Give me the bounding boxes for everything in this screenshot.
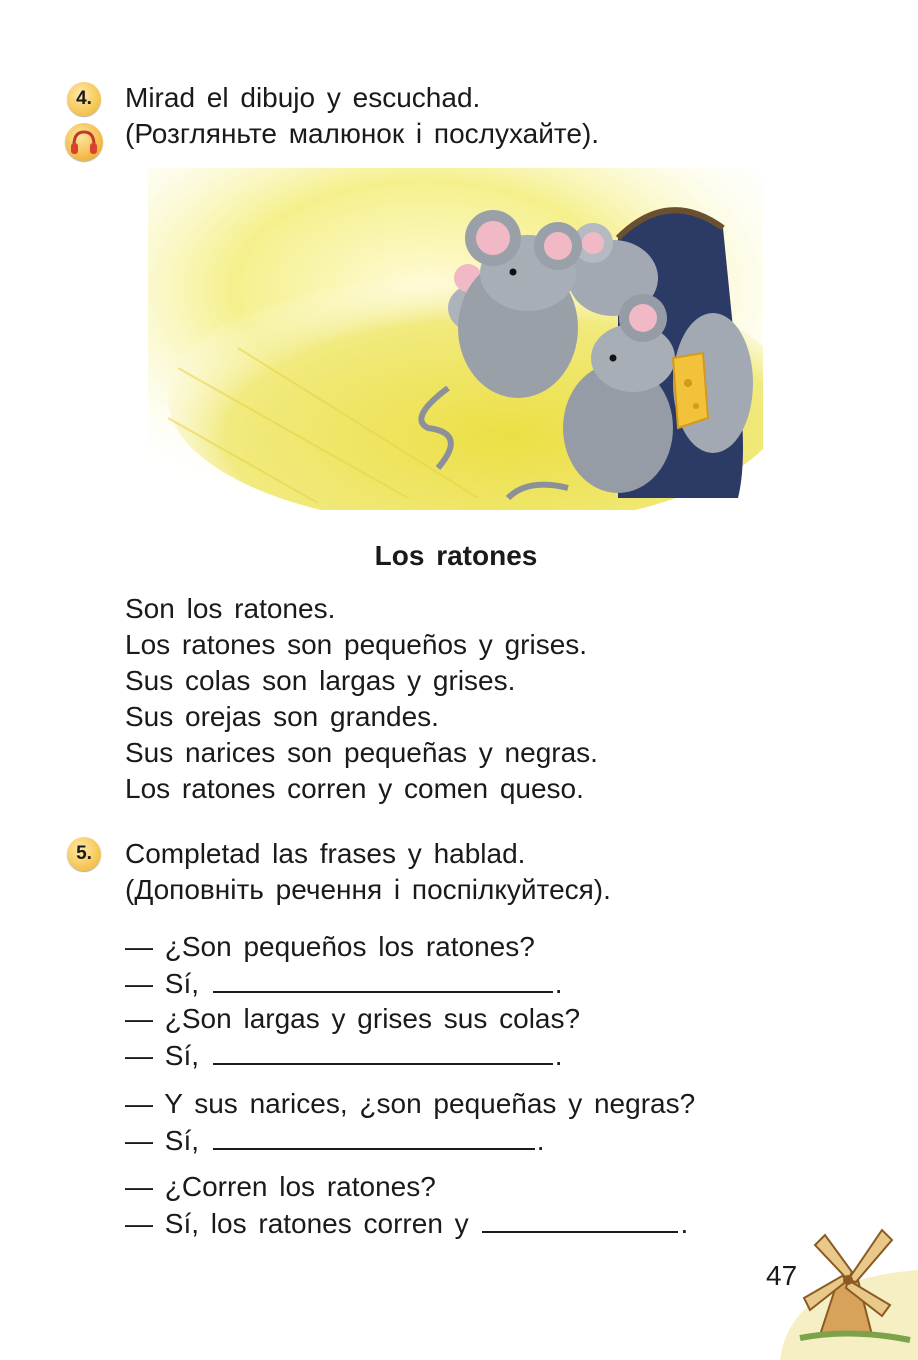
- answer-blank[interactable]: [213, 1037, 553, 1065]
- story-line: Son los ratones.: [125, 593, 336, 624]
- exercise-4-subtitle: (Розгляньте малюнок і послухайте).: [125, 118, 600, 149]
- dialogue-end: .: [554, 1040, 563, 1071]
- story-line: Sus orejas son grandes.: [125, 701, 439, 732]
- answer-blank[interactable]: [213, 965, 553, 993]
- story-line: Los ratones corren y comen queso.: [125, 773, 584, 804]
- dialogue-line: [125, 1001, 580, 1037]
- windmill-corner-decoration: [780, 1210, 918, 1360]
- dialogue-line: [125, 1169, 436, 1205]
- story-line: Sus narices son pequeñas y negras.: [125, 737, 598, 768]
- dialogue-line: [125, 1122, 545, 1159]
- dialogue-text: — Sí,: [125, 1040, 200, 1071]
- dialogue-text: — Y sus narices, ¿son pequeñas y negras?: [125, 1088, 696, 1119]
- dialogue-text: — ¿Son largas y grises sus colas?: [125, 1003, 581, 1034]
- exercise-5-title: Completad las frases y hablad.: [125, 838, 526, 869]
- dialogue-text: — ¿Corren los ratones?: [125, 1171, 436, 1202]
- dialogue-end: .: [536, 1125, 545, 1156]
- exercise-5-number: 5.: [76, 843, 92, 864]
- page-number: 47: [766, 1260, 798, 1291]
- exercise-4-title: Mirad el dibujo y escuchad.: [125, 82, 481, 113]
- dialogue-text: — Sí, los ratones corren y: [125, 1208, 469, 1239]
- answer-blank[interactable]: [213, 1122, 535, 1150]
- answer-blank[interactable]: [482, 1205, 678, 1233]
- dialogue-line: [125, 1205, 688, 1242]
- headphones-icon: [65, 123, 103, 161]
- exercise-4-badge: [67, 82, 101, 116]
- dialogue-line: [125, 1037, 563, 1074]
- story-line: Sus colas son largas y grises.: [125, 665, 516, 696]
- dialogue-end: .: [680, 1208, 689, 1239]
- dialogue-line: [125, 965, 563, 1002]
- dialogue-line: [125, 929, 535, 965]
- dialogue-text: — Sí,: [125, 968, 200, 999]
- audio-badge[interactable]: [65, 123, 103, 161]
- story-title: Los ratones: [374, 540, 538, 571]
- dialogue-text: — ¿Son pequeños los ratones?: [125, 931, 535, 962]
- dialogue-line: [125, 1086, 695, 1122]
- dialogue-text: — Sí,: [125, 1125, 200, 1156]
- exercise-4-number: 4.: [76, 88, 92, 109]
- mice-illustration: [148, 168, 763, 510]
- dialogue-end: .: [554, 968, 563, 999]
- exercise-5-subtitle: (Доповніть речення і поспілкуйтеся).: [125, 874, 611, 905]
- exercise-5-badge: [67, 837, 101, 871]
- story-line: Los ratones son pequeños y grises.: [125, 629, 588, 660]
